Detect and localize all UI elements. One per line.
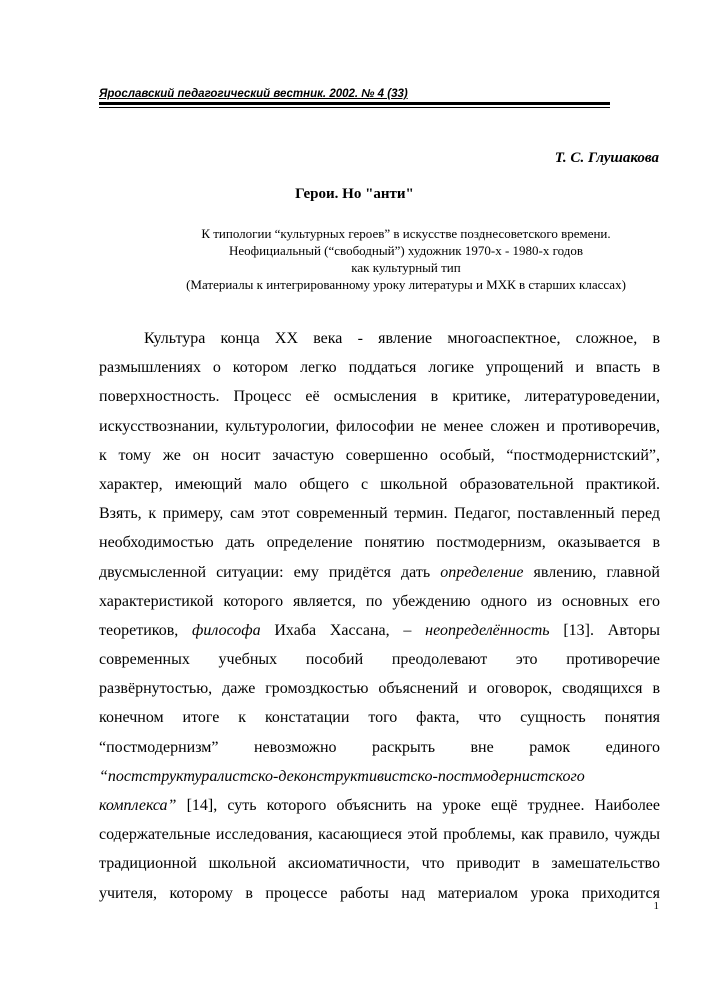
- body-line: [99, 849, 660, 878]
- italic-text-run: философа: [192, 621, 261, 639]
- author-name: Т. С. Глушакова: [554, 150, 659, 166]
- text-run: поверхностность. Процесс её осмысления в критике, литературоведении,: [99, 388, 660, 406]
- body-line: [99, 616, 660, 645]
- italic-text-run: определение: [440, 563, 524, 581]
- text-run: развёрнутостью, даже громоздкостью объяснений и оговорок, сводящихся в: [99, 680, 660, 698]
- text-run: Культура конца XX века - явление многоаспектное, сложное, в: [144, 330, 660, 347]
- subtitle-line: как культурный тип: [351, 260, 461, 275]
- body-line: [99, 528, 660, 557]
- body-paragraph: [99, 324, 660, 908]
- body-line: [99, 470, 660, 499]
- text-run: учителя, которому в процессе работы над материалом урока приходится: [99, 884, 660, 902]
- article-subtitle: [100, 225, 709, 293]
- body-line: [99, 703, 660, 732]
- subtitle-line: К типологии “культурных героев” в искусстве позднесоветского времени.: [201, 226, 611, 241]
- text-run: конечном итоге к констатации того факта, что сущность понятия: [99, 709, 660, 727]
- body-line: [99, 820, 660, 849]
- text-run: явлению, главной: [523, 563, 660, 581]
- subtitle-line: (Материалы к интегрированному уроку литературы и МХК в старших классах): [186, 277, 626, 292]
- page-number: 1: [653, 900, 659, 912]
- text-run: характер, имеющий мало общего с школьной образовательной практикой.: [99, 475, 660, 493]
- body-line: [99, 645, 660, 674]
- journal-header: Ярославский педагогический вестник. 2002. № 4 (33): [99, 88, 408, 100]
- text-run: традиционной школьной аксиоматичности, что приводит в замешательство: [99, 855, 660, 873]
- text-run: [14], суть которого объяснить на уроке ещё труднее. Наиболее: [176, 797, 660, 814]
- body-line: [99, 324, 660, 353]
- body-line: [99, 791, 660, 820]
- body-line: [99, 353, 660, 382]
- text-run: к тому же он носит зачастую совершенно особый, “постмодернистский”,: [99, 446, 660, 464]
- body-line: [99, 558, 660, 587]
- body-line: [99, 879, 660, 908]
- text-run: необходимостью дать определение понятию постмодернизм, оказывается в: [99, 534, 660, 552]
- text-run: современных учебных пособий преодолевают это противоречие: [99, 651, 660, 669]
- italic-text-run: неопределённость: [425, 621, 550, 639]
- body-line: [99, 674, 660, 703]
- body-line: [99, 762, 660, 791]
- body-line: [99, 499, 660, 528]
- text-run: содержательные исследования, касающиеся этой проблемы, как правило, чужды: [99, 826, 660, 844]
- body-line: [99, 733, 660, 762]
- header-rule-thick: [99, 102, 610, 105]
- italic-text-run: комплекса”: [99, 797, 177, 814]
- italic-text-run: “постструктуралистско-деконструктивистско-постмодернистского: [99, 767, 585, 785]
- subtitle-line: Неофициальный (“свободный”) художник 1970-х - 1980-х годов: [229, 243, 583, 258]
- text-run: характеристикой которого является, по убеждению одного из основных его: [99, 592, 660, 610]
- body-line: [99, 382, 660, 411]
- text-run: искусствознании, культурологии, философии не менее сложен и противоречив,: [99, 417, 660, 435]
- header-rule-thin: [99, 107, 610, 108]
- text-run: “постмодернизм” невозможно раскрыть вне рамок единого: [99, 738, 660, 756]
- article-title: Герои. Но "анти": [295, 186, 414, 202]
- text-run: двусмысленной ситуации: ему придётся дать: [99, 563, 441, 581]
- text-run: [13]. Авторы: [549, 621, 661, 639]
- body-line: [99, 441, 660, 470]
- text-run: теоретиков,: [99, 621, 193, 639]
- text-run: размышлениях о котором легко поддаться логике упрощений и впасть в: [99, 359, 660, 377]
- text-run: Взять, к примеру, сам этот современный термин. Педагог, поставленный перед: [99, 505, 660, 523]
- text-run: Ихаба Хассана, –: [260, 621, 426, 639]
- body-line: [99, 412, 660, 441]
- body-line: [99, 587, 660, 616]
